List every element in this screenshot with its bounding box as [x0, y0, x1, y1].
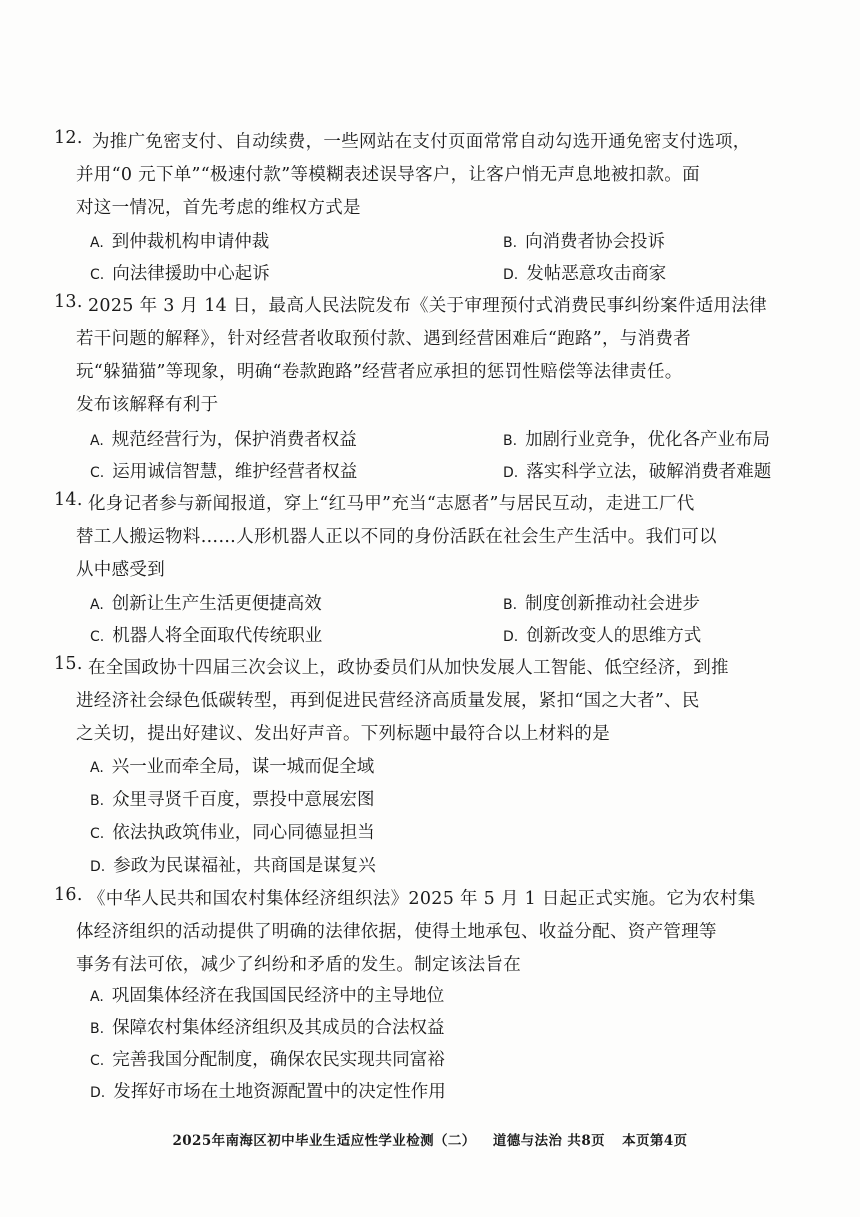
question-text-line: 对这一情况，首先考虑的维权方式是	[76, 198, 361, 218]
option-15-a: A. 兴一业而牵全局，谋一城而促全域	[90, 757, 375, 777]
footer-page-number: 本页第4页	[622, 1133, 688, 1149]
question-number: 12.	[54, 128, 83, 148]
option-13-a: A. 规范经营行为，保护消费者权益	[90, 430, 357, 450]
question-text-line: 从中感受到	[76, 560, 165, 580]
option-16-a: A. 巩固集体经济在我国国民经济中的主导地位	[90, 986, 445, 1006]
option-12-b: B. 向消费者协会投诉	[503, 232, 666, 252]
option-14-c: C. 机器人将全面取代传统职业	[90, 626, 323, 646]
question-number: 13.	[54, 292, 83, 312]
option-15-d: D. 参政为民谋福祉，共商国是谋复兴	[90, 856, 376, 876]
question-text-line: 事务有法可依，减少了纠纷和矛盾的发生。制定该法旨在	[76, 955, 521, 975]
question-text-line: 体经济组织的活动提供了明确的法律依据，使得土地承包、收益分配、资产管理等	[76, 922, 717, 942]
question-text-line: 若干问题的解释》，针对经营者收取预付款、遇到经营困难后“跑路”，与消费者	[76, 329, 691, 349]
option-13-b: B. 加剧行业竞争，优化各产业布局	[503, 430, 771, 450]
question-text-line: 替工人搬运物料……人形机器人正以不同的身份活跃在社会生产生活中。我们可以	[76, 527, 717, 547]
footer-subject: 道德与法治 共8页	[492, 1133, 606, 1149]
option-16-b: B. 保障农村集体经济组织及其成员的合法权益	[90, 1018, 445, 1038]
footer-exam-title: 2025年南海区初中毕业生适应性学业检测（二）	[172, 1133, 476, 1149]
question-text-line: 进经济社会绿色低碳转型，再到促进民营经济高质量发展，紧扣“国之大者”、民	[76, 691, 700, 711]
option-14-b: B. 制度创新推动社会进步	[503, 594, 701, 614]
question-text-line: 《中华人民共和国农村集体经济组织法》2025 年 5 月 1 日起正式实施。它为农村集	[88, 889, 756, 909]
option-14-a: A. 创新让生产生活更便捷高效	[90, 594, 322, 614]
option-13-c: C. 运用诚信智慧，维护经营者权益	[90, 462, 358, 482]
question-text-line: 2025 年 3 月 14 日，最高人民法院发布《关于审理预付式消费民事纠纷案件适用法律	[88, 296, 767, 316]
question-text-line: 之关切，提出好建议、发出好声音。下列标题中最符合以上材料的是	[76, 724, 610, 744]
question-number: 16.	[54, 885, 83, 905]
option-12-c: C. 向法律援助中心起诉	[90, 264, 270, 284]
question-text-line: 发布该解释有利于	[76, 395, 219, 415]
question-text-line: 并用“0 元下单”“极速付款”等模糊表述误导客户，让客户悄无声息地被扣款。面	[76, 165, 700, 185]
page-footer	[0, 1129, 860, 1149]
option-15-b: B. 众里寻贤千百度，票投中意展宏图	[90, 790, 375, 810]
question-number: 15.	[54, 654, 83, 674]
question-text-line: 在全国政协十四届三次会议上，政协委员们从加快发展人工智能、低空经济，到推	[88, 658, 729, 678]
option-13-d: D. 落实科学立法，破解消费者难题	[503, 462, 772, 482]
option-14-d: D. 创新改变人的思维方式	[503, 626, 702, 646]
option-16-c: C. 完善我国分配制度，确保农民实现共同富裕	[90, 1050, 445, 1070]
question-number: 14.	[54, 490, 83, 510]
option-16-d: D. 发挥好市场在土地资源配置中的决定性作用	[90, 1082, 446, 1102]
question-text-line: 化身记者参与新闻报道，穿上“红马甲”充当“志愿者”与居民互动，走进工厂代	[88, 494, 695, 514]
option-12-a: A. 到仲裁机构申请仲裁	[90, 232, 270, 252]
option-15-c: C. 依法执政筑伟业，同心同德显担当	[90, 823, 375, 843]
option-12-d: D. 发帖恶意攻击商家	[503, 264, 667, 284]
question-text-line: 玩“躲猫猫”等现象，明确“卷款跑路”经营者应承担的惩罚性赔偿等法律责任。	[76, 362, 683, 382]
question-text-line: 为推广免密支付、自动续费，一些网站在支付页面常常自动勾选开通免密支付选项，	[92, 132, 751, 152]
